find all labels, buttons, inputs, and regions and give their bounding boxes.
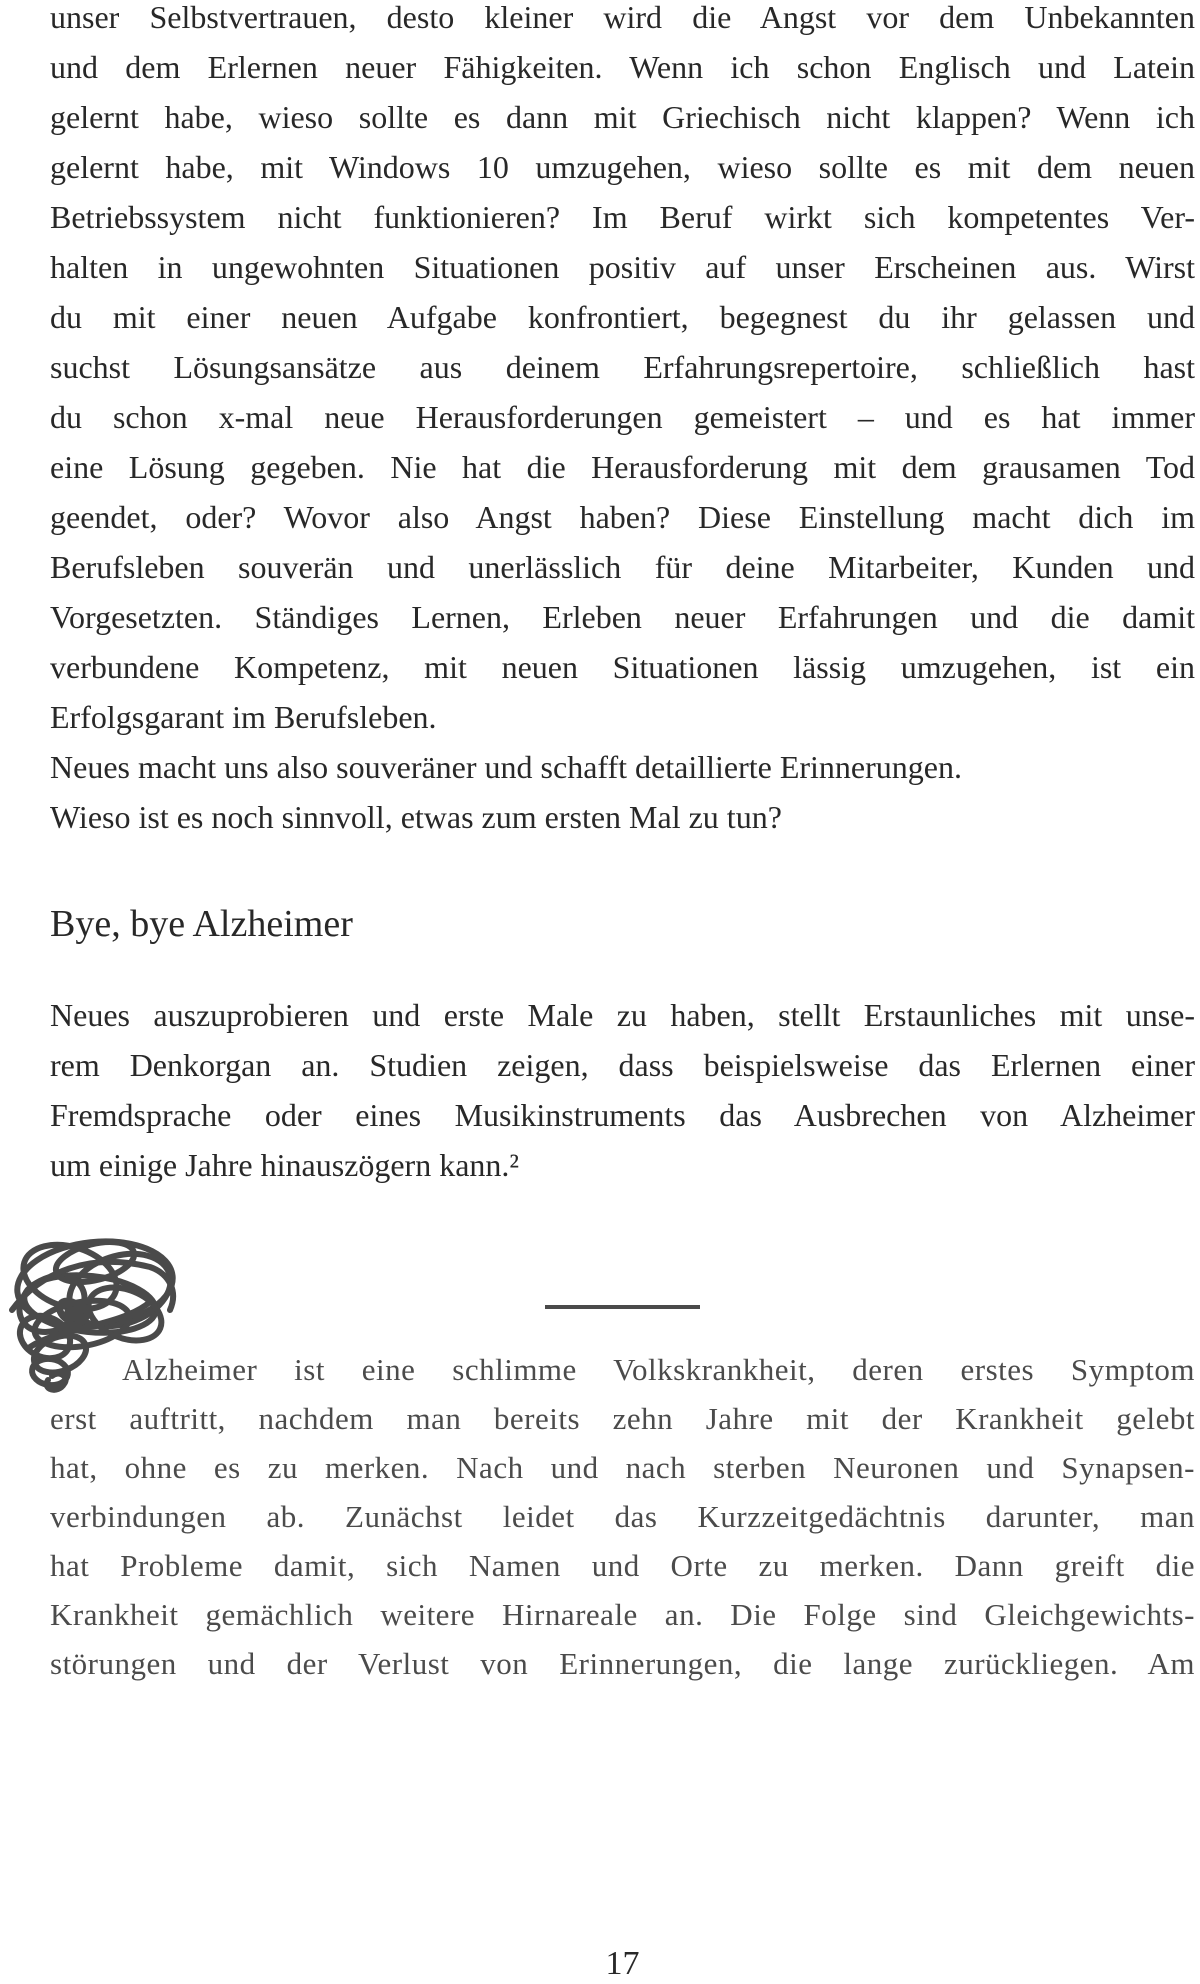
text-line: geendet, oder? Wovor also Angst haben? Diese Einstellung macht dich im: [50, 499, 1195, 535]
text-line: suchst Lösungsansätze aus deinem Erfahrungsrepertoire, schließlich hast: [50, 349, 1195, 385]
intro-paragraph-block: [50, 990, 1195, 1190]
text-line: verbundene Kompetenz, mit neuen Situationen lässig umzugehen, ist ein: [50, 649, 1195, 685]
text-line: eine Lösung gegeben. Nie hat die Herausforderung mit dem grausamen Tod: [50, 449, 1195, 485]
page-number: 17: [605, 1945, 640, 1982]
text-line: Krankheit gemächlich weitere Hirnareale an. Die Folge sind Gleichgewichts-: [50, 1597, 1195, 1632]
text-line: Berufsleben souverän und unerlässlich für deine Mitarbeiter, Kunden und: [50, 549, 1195, 585]
text-line: Vorgesetzten. Ständiges Lernen, Erleben neuer Erfahrungen und die damit: [50, 599, 1195, 635]
text-line: Alzheimer ist eine schlimme Volkskrankheit, deren erstes Symptom: [122, 1352, 1195, 1387]
text-line: halten in ungewohnten Situationen positiv auf unser Erscheinen aus. Wirst: [50, 249, 1195, 285]
text-line: Neues auszuprobieren und erste Male zu haben, stellt Erstaunliches mit unse-: [50, 997, 1195, 1033]
text-line: Erfolgsgarant im Berufsleben.: [50, 699, 437, 735]
text-line: gelernt habe, wieso sollte es dann mit Griechisch nicht klappen? Wenn ich: [50, 99, 1195, 135]
body-text-block: [50, 0, 1195, 842]
text-line: du schon x-mal neue Herausforderungen gemeistert – und es hat immer: [50, 399, 1195, 435]
text-line: Wieso ist es noch sinnvoll, etwas zum ersten Mal zu tun?: [50, 799, 782, 835]
text-line: um einige Jahre hinauszögern kann.²: [50, 1147, 519, 1183]
text-line: erst auftritt, nachdem man bereits zehn Jahre mit der Krankheit gelebt: [50, 1401, 1195, 1436]
section-heading: Bye, bye Alzheimer: [50, 903, 353, 945]
text-line: hat, ohne es zu merken. Nach und nach sterben Neuronen und Synapsen-: [50, 1450, 1195, 1485]
text-line: unser Selbstvertrauen, desto kleiner wird die Angst vor dem Unbekannten: [50, 0, 1195, 35]
text-line: rem Denkorgan an. Studien zeigen, dass beispielsweise das Erlernen einer: [50, 1047, 1195, 1083]
text-line: du mit einer neuen Aufgabe konfrontiert, begegnest du ihr gelassen und: [50, 299, 1195, 335]
text-line: gelernt habe, mit Windows 10 umzugehen, wieso sollte es mit dem neuen: [50, 149, 1195, 185]
text-line: Betriebssystem nicht funktionieren? Im Beruf wirkt sich kompetentes Ver-: [50, 199, 1195, 235]
footnote-block: [50, 1345, 1195, 1688]
text-line: hat Probleme damit, sich Namen und Orte zu merken. Dann greift die: [50, 1548, 1195, 1583]
text-line: Fremdsprache oder eines Musikinstruments das Ausbrechen von Alzheimer: [50, 1097, 1195, 1133]
text-line: und dem Erlernen neuer Fähigkeiten. Wenn ich schon Englisch und Latein: [50, 49, 1195, 85]
text-line: störungen und der Verlust von Erinnerungen, die lange zurückliegen. Am: [50, 1646, 1195, 1681]
footnote-divider: [545, 1305, 700, 1309]
text-line: verbindungen ab. Zunächst leidet das Kurzzeitgedächtnis darunter, man: [50, 1499, 1195, 1534]
text-line: Neues macht uns also souveräner und schafft detaillierte Erinnerungen.: [50, 749, 962, 785]
